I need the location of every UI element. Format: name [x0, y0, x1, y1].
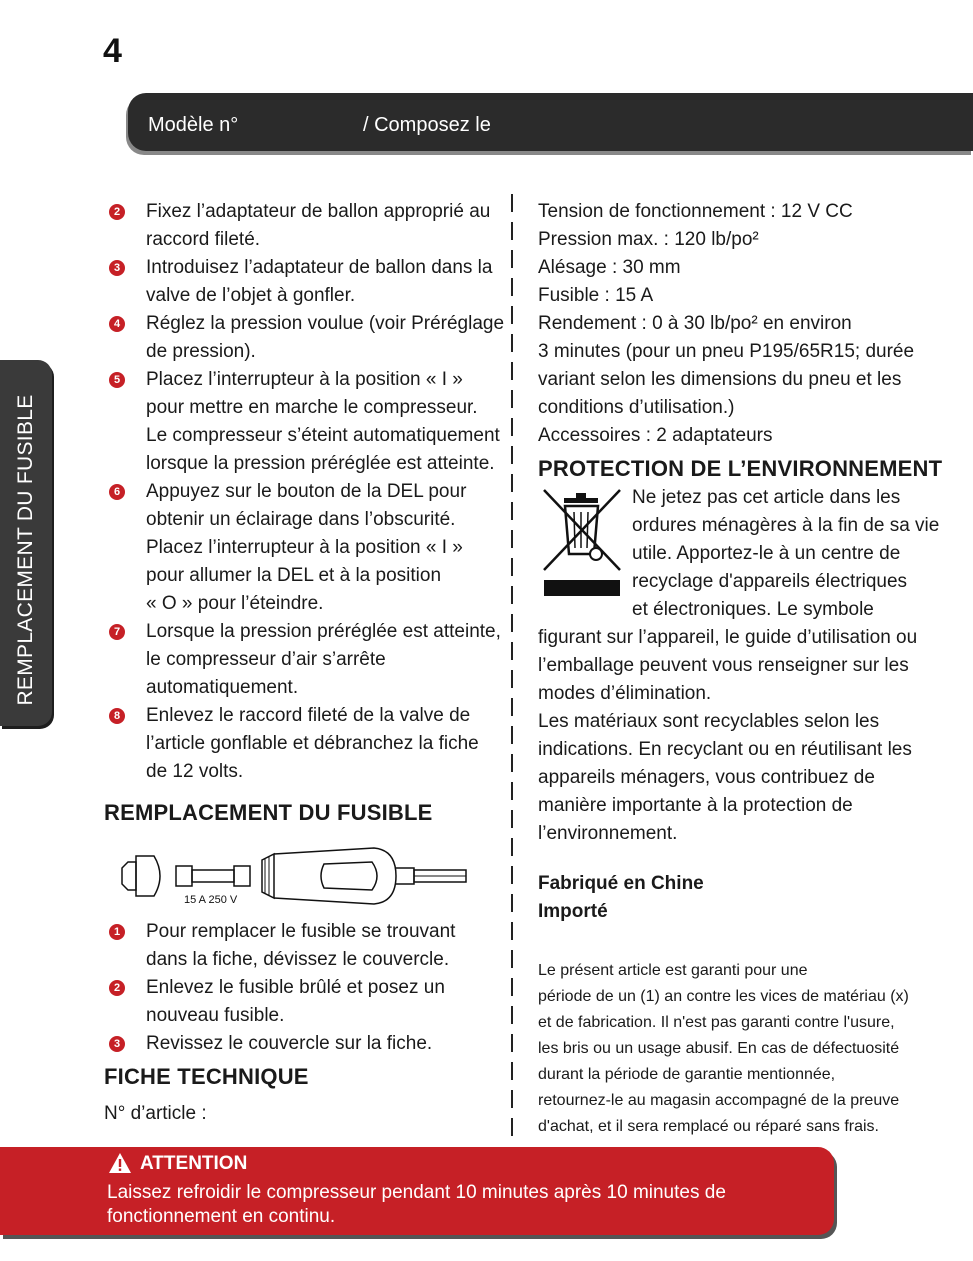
spec-line: conditions d’utilisation.) [538, 397, 735, 418]
divider-tick [511, 278, 513, 296]
environment-line: Ne jetez pas cet article dans les [632, 487, 901, 508]
environment-line: manière importante à la protection de [538, 795, 853, 816]
divider-tick [511, 530, 513, 548]
imported-label: Importé [538, 901, 608, 922]
divider-tick [511, 362, 513, 380]
divider-tick [511, 726, 513, 744]
model-label: Modèle n° [148, 114, 239, 136]
environment-block [538, 484, 968, 848]
page-number: 4 [103, 32, 122, 70]
spec-line: variant selon les dimensions du pneu et les [538, 369, 902, 390]
step-number-badge: 8 [109, 708, 125, 724]
step-number-badge: 2 [109, 204, 125, 220]
divider-tick [511, 950, 513, 968]
divider-tick [511, 866, 513, 884]
divider-tick [511, 306, 513, 324]
step-item [104, 478, 514, 618]
step-item [104, 254, 514, 310]
step-item [104, 702, 514, 786]
step-number-badge: 1 [109, 924, 125, 940]
environment-line: l’environnement. [538, 823, 678, 844]
environment-line: l’emballage peuvent vous renseigner sur les [538, 655, 909, 676]
divider-tick [511, 614, 513, 632]
step-text-line: dans la fiche, dévissez le couvercle. [146, 949, 450, 970]
step-text-line: valve de l’objet à gonfler. [146, 285, 356, 306]
fuse-heading: REMPLACEMENT DU FUSIBLE [104, 800, 433, 825]
divider-tick [511, 474, 513, 492]
step-text-line: obtenir un éclairage dans l’obscurité. [146, 509, 456, 530]
warranty-line: les bris ou un usage abusif. En cas de défectuosité [538, 1040, 900, 1057]
environment-line: appareils ménagers, vous contribuez de [538, 767, 875, 788]
divider-tick [511, 250, 513, 268]
step-text-line: Placez l’interrupteur à la position « I » [146, 537, 463, 558]
spec-line: Fusible : 15 A [538, 285, 654, 306]
left-column [104, 198, 514, 1128]
divider-tick [511, 586, 513, 604]
divider-tick [511, 838, 513, 856]
step-text-line: Appuyez sur le bouton de la DEL pour [146, 481, 467, 502]
divider-tick [511, 810, 513, 828]
divider-tick [511, 502, 513, 520]
step-text-line: pour allumer la DEL et à la position [146, 565, 442, 586]
step-number-badge: 3 [109, 260, 125, 276]
spec-line: Accessoires : 2 adaptateurs [538, 425, 773, 446]
right-column [538, 198, 968, 1140]
divider-tick [511, 1090, 513, 1108]
warranty-text [538, 958, 968, 1140]
step-text-line: Revissez le couvercle sur la fiche. [146, 1033, 433, 1054]
spec-line: Alésage : 30 mm [538, 257, 681, 278]
environment-heading: PROTECTION DE L’ENVIRONNEMENT [538, 456, 943, 481]
environment-line: ordures ménagères à la fin de sa vie [632, 515, 940, 536]
divider-tick [511, 978, 513, 996]
warranty-line: d'achat, et il sera remplacé ou réparé sans frais. [538, 1118, 879, 1135]
divider-tick [511, 782, 513, 800]
warning-icon [108, 1152, 132, 1174]
step-item [104, 618, 514, 702]
environment-line: figurant sur l’appareil, le guide d’utilisation ou [538, 627, 918, 648]
divider-tick [511, 390, 513, 408]
environment-line: utile. Apportez-le à un centre de [632, 543, 901, 564]
spec-line: Tension de fonctionnement : 12 V CC [538, 201, 853, 222]
step-item [104, 918, 514, 974]
warranty-line: Le présent article est garanti pour une [538, 962, 808, 979]
step-text-line: lorsque la pression préréglée est atteinte. [146, 453, 495, 474]
divider-tick [511, 418, 513, 436]
step-text-line: de pression). [146, 341, 256, 362]
environment-line: indications. En recyclant ou en réutilisant les [538, 739, 912, 760]
step-item [104, 974, 514, 1030]
environment-line: modes d’élimination. [538, 683, 712, 704]
warranty-line: période de un (1) an contre les vices de matériau (x) [538, 988, 909, 1005]
step-item [104, 310, 514, 366]
divider-tick [511, 754, 513, 772]
environment-line: et électroniques. Le symbole [632, 599, 874, 620]
fuse-rating-label: 15 A 250 V [184, 894, 238, 906]
side-tab-label: REMPLACEMENT DU FUSIBLE [14, 394, 37, 706]
step-text-line: Fixez l’adaptateur de ballon approprié au [146, 201, 491, 222]
divider-tick [511, 1118, 513, 1136]
step-number-badge: 6 [109, 484, 125, 500]
spec-line: Rendement : 0 à 30 lb/po² en environ [538, 313, 852, 334]
made-in-label: Fabriqué en Chine [538, 873, 704, 894]
tech-heading: FICHE TECHNIQUE [104, 1064, 309, 1089]
step-item [104, 1030, 514, 1058]
divider-tick [511, 1062, 513, 1080]
divider-tick [511, 446, 513, 464]
step-number-badge: 5 [109, 372, 125, 388]
divider-tick [511, 1006, 513, 1024]
step-item [104, 198, 514, 254]
divider-tick [511, 222, 513, 240]
crossed-bin-icon [540, 486, 624, 574]
step-text-line: le compresseur d’air s’arrête [146, 649, 386, 670]
step-number-badge: 7 [109, 624, 125, 640]
environment-text [538, 624, 968, 848]
step-text-line: Enlevez le raccord fileté de la valve de [146, 705, 471, 726]
step-text-line: pour mettre en marche le compresseur. [146, 397, 478, 418]
divider-tick [511, 194, 513, 212]
divider-tick [511, 334, 513, 352]
specs-list [538, 198, 968, 450]
divider-tick [511, 894, 513, 912]
step-text-line: automatiquement. [146, 677, 299, 698]
warranty-line: retournez-le au magasin accompagné de la preuve [538, 1092, 900, 1109]
bin-underline-bar [544, 580, 620, 596]
article-label: N° d’article : [104, 1103, 207, 1124]
divider-tick [511, 922, 513, 940]
divider-tick [511, 642, 513, 660]
step-text-line: « O » pour l’éteindre. [146, 593, 324, 614]
divider-tick [511, 1034, 513, 1052]
step-item [104, 366, 514, 478]
divider-tick [511, 558, 513, 576]
warranty-line: et de fabrication. Il n'est pas garanti contre l'usure, [538, 1014, 895, 1031]
warranty-line: durant la période de garantie mentionnée, [538, 1066, 836, 1083]
step-text-line: de 12 volts. [146, 761, 244, 782]
step-text-line: l’article gonflable et débranchez la fiche [146, 733, 479, 754]
steps-list [104, 198, 514, 786]
environment-line: Les matériaux sont recyclables selon les [538, 711, 880, 732]
header-bar [128, 93, 973, 151]
attention-title: ATTENTION [140, 1153, 248, 1174]
step-text-line: Le compresseur s’éteint automatiquement [146, 425, 500, 446]
spec-line: Pression max. : 120 lb/po² [538, 229, 759, 250]
step-text-line: Introduisez l’adaptateur de ballon dans la [146, 257, 493, 278]
step-text-line: Enlevez le fusible brûlé et posez un [146, 977, 445, 998]
divider-tick [511, 698, 513, 716]
step-text-line: Placez l’interrupteur à la position « I » [146, 369, 463, 390]
compose-label: / Composez le [363, 114, 491, 136]
step-number-badge: 3 [109, 1036, 125, 1052]
step-text-line: raccord fileté. [146, 229, 261, 250]
fuse-diagram [114, 846, 474, 906]
attention-message: Laissez refroidir le compresseur pendant 10 minutes après 10 minutes de fonctionnement en continu. [107, 1182, 726, 1227]
step-number-badge: 2 [109, 980, 125, 996]
step-text-line: Pour remplacer le fusible se trouvant [146, 921, 456, 942]
divider-tick [511, 670, 513, 688]
fuse-steps-list [104, 918, 514, 1058]
step-text-line: Lorsque la pression préréglée est atteinte, [146, 621, 501, 642]
spec-line: 3 minutes (pour un pneu P195/65R15; durée [538, 341, 915, 362]
step-text-line: Réglez la pression voulue (voir Préréglage [146, 313, 505, 334]
environment-line: recyclage d'appareils électriques [632, 571, 908, 592]
step-number-badge: 4 [109, 316, 125, 332]
step-text-line: nouveau fusible. [146, 1005, 285, 1026]
